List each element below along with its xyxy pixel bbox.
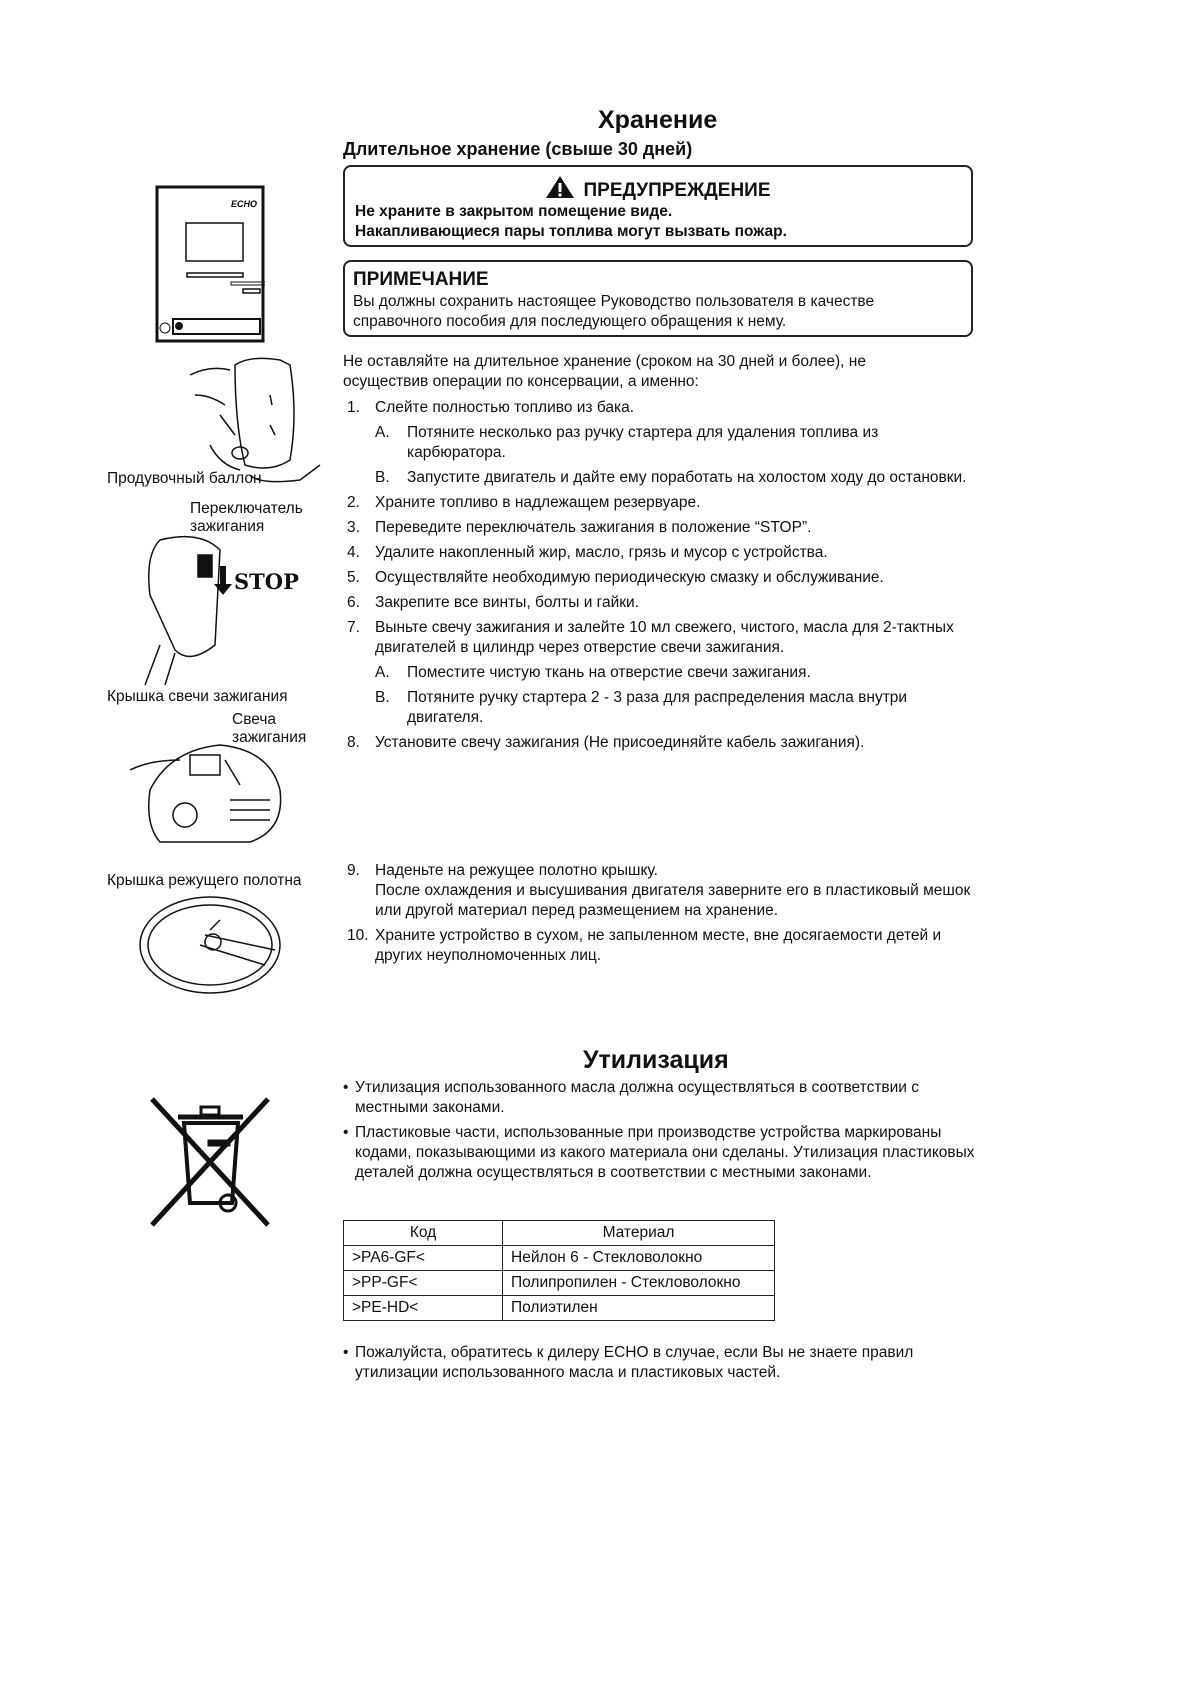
list-item: [343, 926, 983, 966]
item-text: Выньте свечу зажигания и залейте 10 мл свежего, чистого, масла для 2-тактных двигателей в цилиндр через отверстие свечи зажигания.: [375, 619, 954, 656]
blade-cover-image: [135, 890, 285, 1000]
spark-plug-image: [130, 730, 290, 845]
list-item: [343, 733, 978, 753]
list-item: [343, 493, 978, 513]
list-item: [343, 518, 978, 538]
note-text: Вы должны сохранить настоящее Руководство пользователя в качестве справочного пособия для последующего обращения к нему.: [353, 293, 875, 330]
code-cell: >PA6-GF<: [344, 1246, 503, 1271]
list-item: [343, 688, 978, 728]
warning-title: ПРЕДУПРЕЖДЕНИЕ: [583, 180, 771, 201]
item-number: 6.: [347, 594, 360, 611]
label-switch: Переключатель зажигания: [190, 500, 303, 535]
label-plug-cap: Крышка свечи зажигания: [107, 688, 288, 705]
item-number: 2.: [347, 494, 360, 511]
list-item: [343, 861, 983, 921]
list-item: [343, 618, 978, 658]
material-cell: Нейлон 6 - Стекловолокно: [503, 1246, 775, 1271]
item-text: Слейте полностью топливо из бака.: [375, 399, 635, 416]
warning-box: [343, 165, 973, 247]
disposal-final-bullet: • Пожалуйста, обратитесь к дилеру ECHO в случае, если Вы не знаете правил утилизации использованного масла и пластиковых частей.: [343, 1343, 983, 1383]
item-text: Поместите чистую ткань на отверстие свечи зажигания.: [407, 664, 811, 681]
table-row: [344, 1246, 775, 1271]
item-text: Установите свечу зажигания (Не присоединяйте кабель зажигания).: [375, 734, 865, 751]
code-cell: >PE-HD<: [344, 1296, 503, 1321]
item-text: Храните устройство в сухом, не запыленном месте, вне досягаемости детей и других неуполномоченных лиц.: [375, 927, 942, 964]
item-number: 7.: [347, 619, 360, 636]
item-number: 1.: [347, 399, 360, 416]
item-number: 3.: [347, 519, 360, 536]
materials-table: [343, 1220, 775, 1321]
disposal-title: Утилизация: [583, 1046, 729, 1074]
table-header: Материал: [503, 1221, 775, 1246]
steps-list: [343, 398, 978, 758]
item-text: Потяните несколько раз ручку стартера для удаления топлива из карбюратора.: [407, 424, 879, 461]
list-item: [343, 543, 978, 563]
stop-label: STOP: [234, 569, 299, 594]
disposal-bullet: • Утилизация использованного масла должна осуществляться в соответствии с местными законами.: [343, 1078, 983, 1118]
item-number: B.: [375, 689, 390, 706]
item-number: A.: [375, 664, 390, 681]
list-item: [343, 593, 978, 613]
label-plug: Свеча зажигания: [232, 711, 307, 746]
item-extra: После охлаждения и высушивания двигателя заверните его в пластиковый мешок или другой материал перед размещением на хранение.: [375, 882, 971, 919]
item-text: Наденьте на режущее полотно крышку.: [375, 862, 658, 879]
item-text: Удалите накопленный жир, масло, грязь и мусор с устройства.: [375, 544, 828, 561]
table-row: [344, 1271, 775, 1296]
list-item: [343, 663, 978, 683]
item-text: Потяните ручку стартера 2 - 3 раза для распределения масла внутри двигателя.: [407, 689, 908, 726]
storage-subtitle: Длительное хранение (свыше 30 дней): [343, 139, 693, 159]
label-blade-cover: Крышка режущего полотна: [107, 872, 302, 889]
arrow-down-icon: [213, 566, 233, 596]
table-header: Код: [344, 1221, 503, 1246]
item-number: 8.: [347, 734, 360, 751]
list-item: [343, 568, 978, 588]
material-cell: Полиэтилен: [503, 1296, 775, 1321]
item-text: Закрепите все винты, болты и гайки.: [375, 594, 639, 611]
list-item: [343, 468, 978, 488]
ignition-switch-image: [130, 535, 230, 685]
note-title: ПРИМЕЧАНИЕ: [353, 269, 489, 290]
item-text: Переведите переключатель зажигания в положение “STOP”.: [375, 519, 812, 536]
steps-list-2: [343, 861, 983, 971]
item-text: Запустите двигатель и дайте ему поработать на холостом ходу до остановки.: [407, 469, 967, 486]
list-item: [343, 423, 978, 463]
note-box: [343, 260, 973, 337]
storage-title: Хранение: [598, 106, 718, 134]
table-row: [344, 1296, 775, 1321]
svg-text:ECHO: ECHO: [230, 199, 257, 209]
material-cell: Полипропилен - Стекловолокно: [503, 1271, 775, 1296]
item-number: 10.: [347, 927, 369, 944]
item-text: Осуществляйте необходимую периодическую смазку и обслуживание.: [375, 569, 884, 586]
warning-line: Не храните в закрытом помещение виде.: [355, 203, 673, 220]
disposal-bullet: • Пластиковые части, использованные при производстве устройства маркированы кодами, показывающими из какого материала они сделаны. Утилизация пластиковых деталей должна осуществляться в соответствии с местными законами.: [343, 1123, 983, 1183]
warning-line: Накапливающиеся пары топлива могут вызвать пожар.: [355, 223, 787, 240]
disposal-bullets: [343, 1078, 983, 1188]
item-number: A.: [375, 424, 390, 441]
manual-image: [155, 185, 265, 343]
item-number: 4.: [347, 544, 360, 561]
item-number: 9.: [347, 862, 360, 879]
code-cell: >PP-GF<: [344, 1271, 503, 1296]
item-number: B.: [375, 469, 390, 486]
label-purge: Продувочный баллон: [107, 470, 262, 487]
list-item: [343, 398, 978, 418]
intro-text: Не оставляйте на длительное хранение (сроком на 30 дней и более), не осуществив операции по консервации, а именно:: [343, 353, 866, 390]
item-number: 5.: [347, 569, 360, 586]
item-text: Храните топливо в надлежащем резервуаре.: [375, 494, 701, 511]
crossed-bin-icon: [148, 1095, 273, 1230]
warning-triangle-icon: [545, 175, 575, 199]
